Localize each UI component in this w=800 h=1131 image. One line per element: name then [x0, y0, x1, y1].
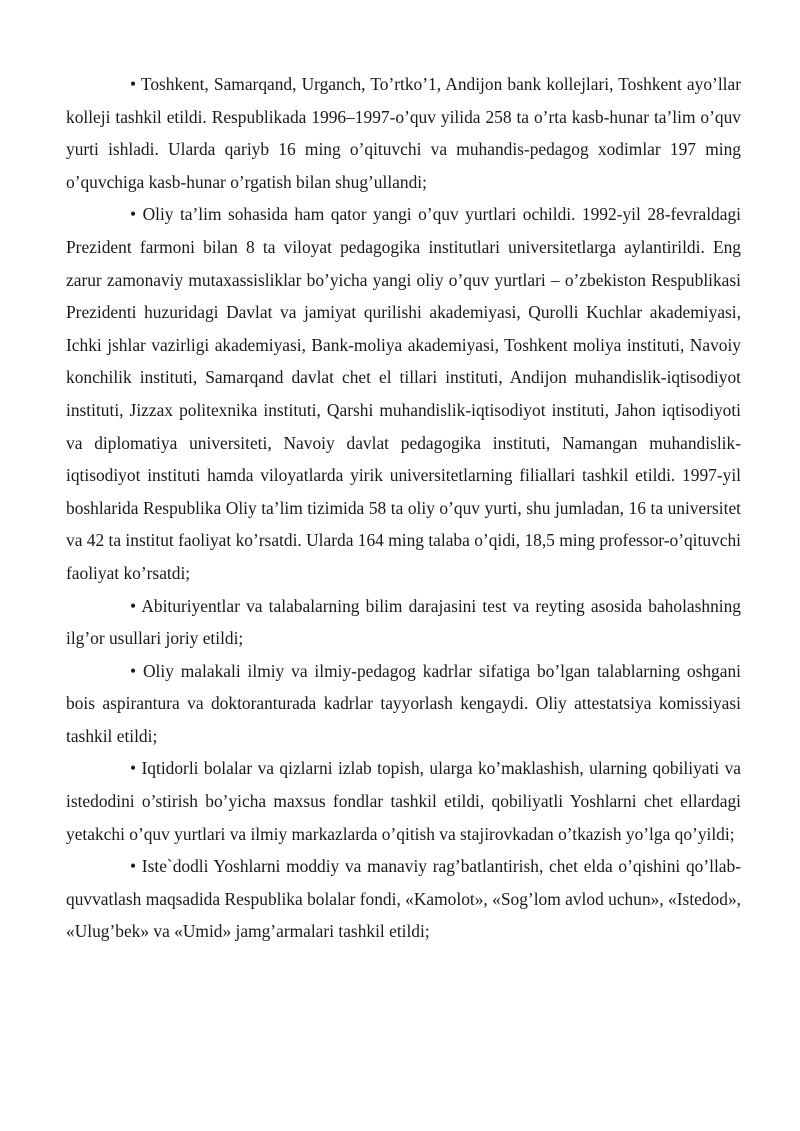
- paragraph-talented-youth: • Iqtidorli bolalar va qizlarni izlab topish, ularga ko’maklashish, ularning qobiliyati va istedodini o’stirish bo’yicha maxsus fondlar tashkil etildi, qobiliyatli Yoshlarni chet ellardagi yetakchi o’quv yurtlari va ilmiy markazlarda o’qitish va stajirovkadan o’tkazish yo’lga qo’yildi;: [66, 758, 741, 844]
- paragraph-scientific-staff: • Oliy malakali ilmiy va ilmiy-pedagog kadrlar sifatiga bo’lgan talablarning oshgani bois aspirantura va doktoranturada kadrlar tayyorlash kengaydi. Oliy attestatsiya komissiyasi tashkil etildi;: [66, 660, 741, 746]
- paragraph-colleges: • Toshkent, Samarqand, Urganch, To’rtko’1, Andijon bank kollejlari, Toshkent ayo’llar kolleji tashkil etildi. Respublikada 1996–1997-o’quv yilida 258 ta o’rta kasb-hunar ta’lim o’quv yurti ishladi. Ularda qariyb 16 ming o’qituvchi va muhandis-pedagog xodimlar 197 ming o’quvchiga kasb-hunar o’rgatish bilan shug’ullandi;: [66, 74, 741, 192]
- paragraph-assessment: • Abituriyentlar va talabalarning bilim darajasini test va reyting asosida baholashning ilg’or usullari joriy etildi;: [66, 595, 741, 649]
- paragraph-funds: • Iste`dodli Yoshlarni moddiy va manaviy rag’batlantirish, chet elda o’qishini qo’llab-quvvatlash maqsadida Respublika bolalar fondi, «Kamolot», «Sog’lom avlod uchun», «Istedod», «Ulug’bek» va «Umid» jamg’armalari tashkil etildi;: [66, 856, 741, 942]
- document-page: [66, 68, 741, 948]
- paragraph-higher-education: • Oliy ta’lim sohasida ham qator yangi o’quv yurtlari ochildi. 1992-yil 28-fevraldagi Prezident farmoni bilan 8 ta viloyat pedagogika institutlari universitetlarga aylantirildi. Eng zarur zamonaviy mutaxassisliklar bo’yicha yangi oliy o’quv yurtlari – o’zbekiston Respublikasi Prezidenti huzuridagi Davlat va jamiyat qurilishi akademiyasi, Qurolli Kuchlar akademiyasi, Ichki jshlar vazirligi akademiyasi, Bank-moliya akademiyasi, Toshkent moliya instituti, Navoiy konchilik instituti, Samarqand davlat chet el tillari instituti, Andijon muhandislik-iqtisodiyot instituti, Jizzax politexnika instituti, Qarshi muhandislik-iqtisodiyot instituti, Jahon iqtisodiyoti va diplomatiya universiteti, Navoiy davlat pedagogika instituti, Namangan muhandislik-iqtisodiyot instituti hamda viloyatlarda yirik universitetlarning filiallari tashkil etildi. 1997-yil boshlarida Respublika Oliy ta’lim tizimida 58 ta oliy o’quv yurti, shu jumladan, 16 ta universitet va 42 ta institut faoliyat ko’rsatdi. Ularda 164 ming talaba o’qidi, 18,5 ming professor-o’qituvchi faoliyat ko’rsatdi;: [66, 204, 741, 583]
